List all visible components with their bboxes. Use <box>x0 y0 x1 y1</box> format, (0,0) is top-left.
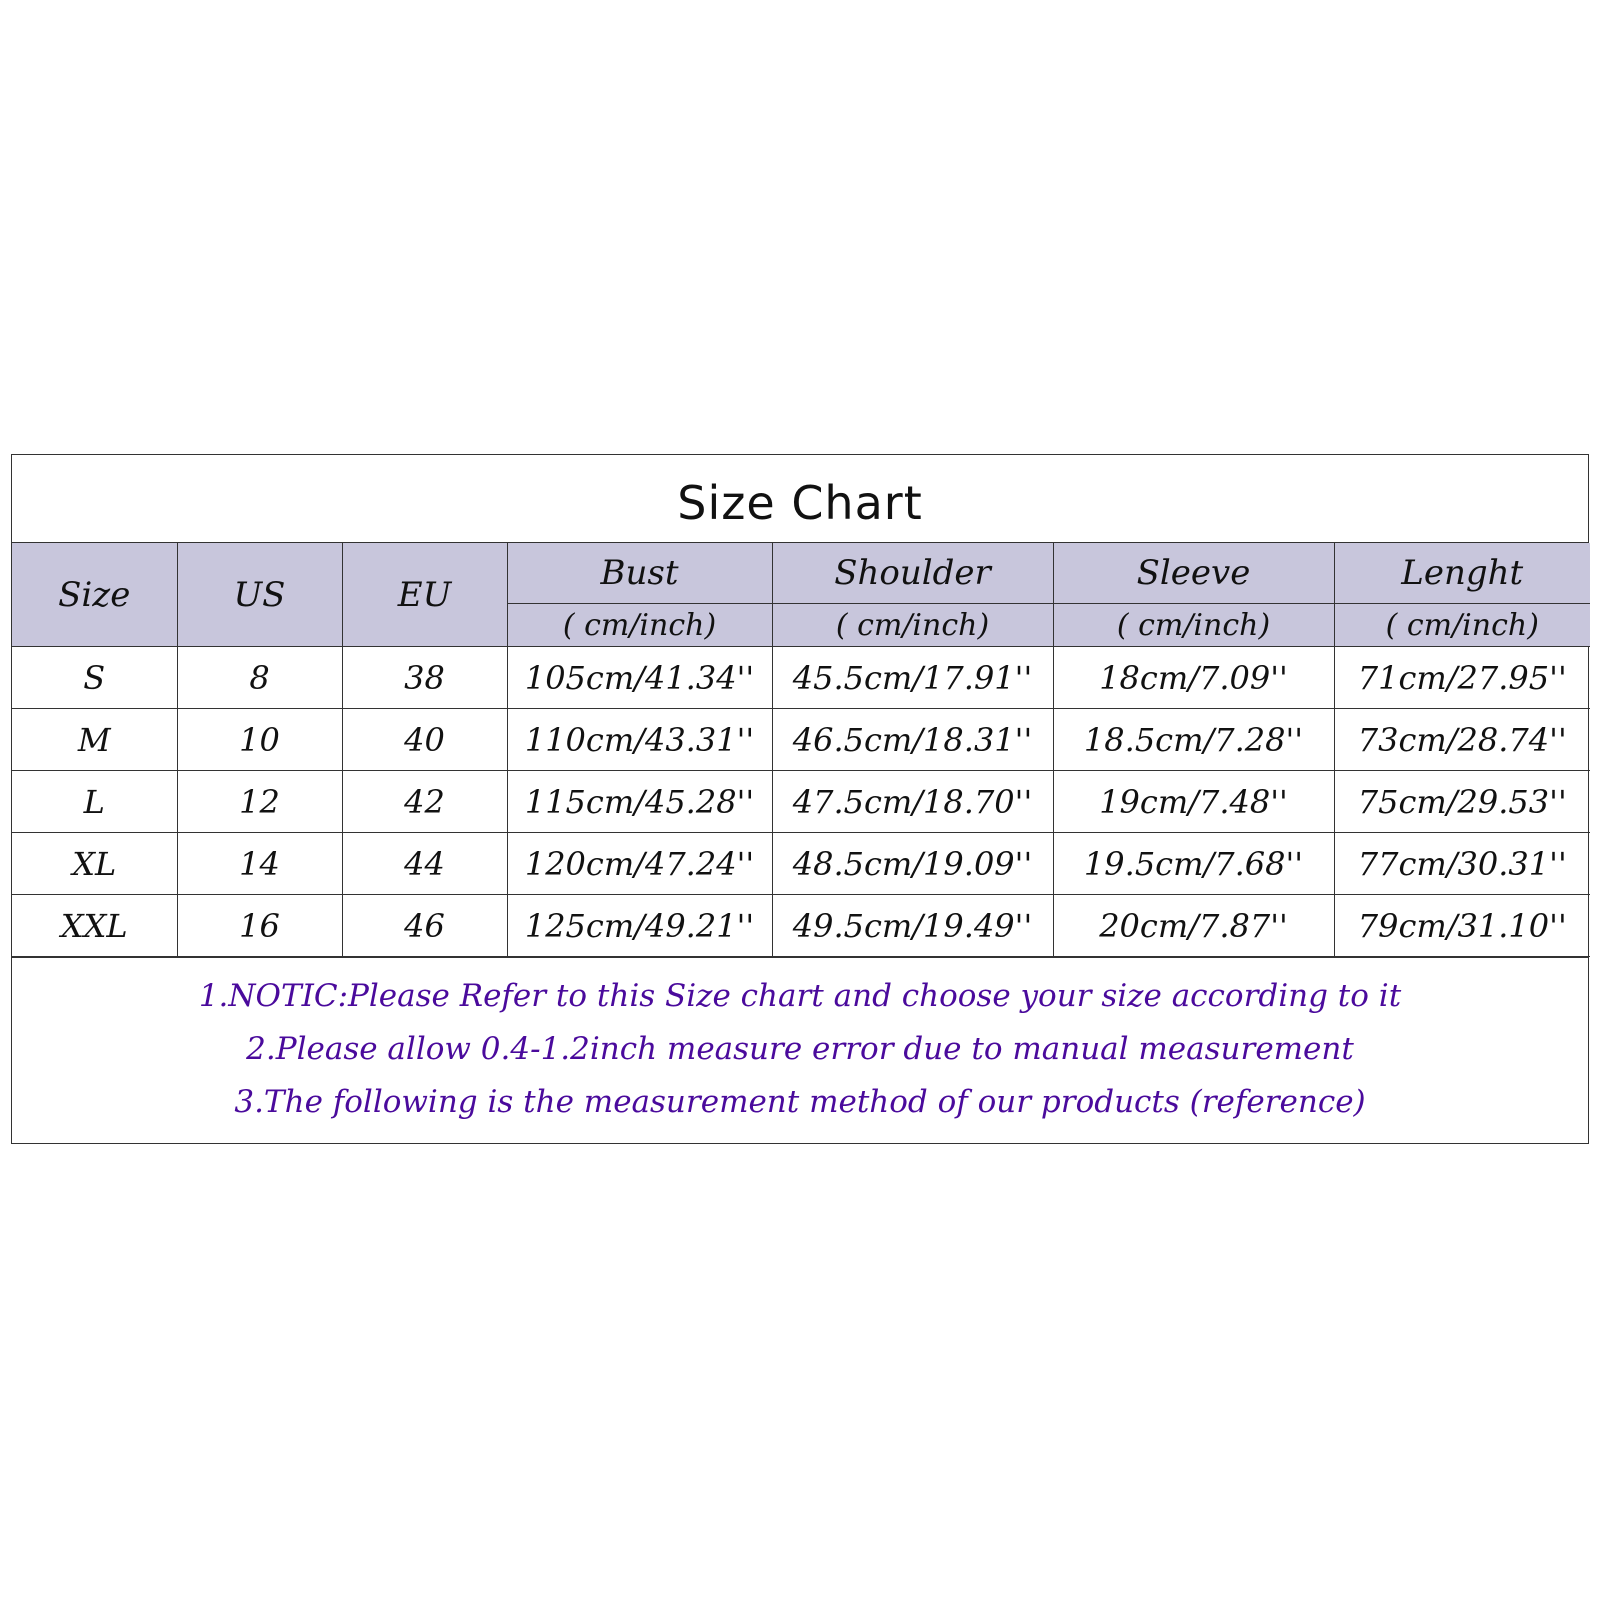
title-row <box>12 455 1588 543</box>
cell-sleeve: 19cm/7.48'' <box>1053 771 1334 833</box>
cell-sleeve: 18cm/7.09'' <box>1053 647 1334 709</box>
cell-length: 77cm/30.31'' <box>1334 833 1590 895</box>
cell-us: 14 <box>177 833 342 895</box>
cell-us: 8 <box>177 647 342 709</box>
cell-shoulder: 48.5cm/19.09'' <box>772 833 1053 895</box>
cell-length: 75cm/29.53'' <box>1334 771 1590 833</box>
cell-shoulder: 46.5cm/18.31'' <box>772 709 1053 771</box>
cell-size: M <box>12 709 177 771</box>
cell-bust: 125cm/49.21'' <box>507 895 772 957</box>
cell-length: 79cm/31.10'' <box>1334 895 1590 957</box>
cell-sleeve: 20cm/7.87'' <box>1053 895 1334 957</box>
cell-length: 71cm/27.95'' <box>1334 647 1590 709</box>
cell-eu: 46 <box>342 895 507 957</box>
cell-size: XXL <box>12 895 177 957</box>
header-bust: Bust <box>507 543 772 604</box>
table-row <box>12 709 1590 771</box>
cell-us: 10 <box>177 709 342 771</box>
cell-eu: 42 <box>342 771 507 833</box>
cell-shoulder: 45.5cm/17.91'' <box>772 647 1053 709</box>
header-shoulder: Shoulder <box>772 543 1053 604</box>
table-row <box>12 771 1590 833</box>
unit-shoulder: ( cm/inch) <box>772 604 1053 647</box>
header-row <box>12 543 1590 604</box>
cell-size: S <box>12 647 177 709</box>
unit-bust: ( cm/inch) <box>507 604 772 647</box>
cell-size: L <box>12 771 177 833</box>
cell-bust: 115cm/45.28'' <box>507 771 772 833</box>
header-length: Lenght <box>1334 543 1590 604</box>
cell-sleeve: 19.5cm/7.68'' <box>1053 833 1334 895</box>
size-table <box>12 543 1590 957</box>
cell-bust: 120cm/47.24'' <box>507 833 772 895</box>
chart-title: Size Chart <box>677 475 923 530</box>
header-us: US <box>177 543 342 647</box>
cell-eu: 40 <box>342 709 507 771</box>
table-row <box>12 833 1590 895</box>
note-3: 3.The following is the measurement method of our products (reference) <box>234 1084 1366 1120</box>
cell-size: XL <box>12 833 177 895</box>
cell-sleeve: 18.5cm/7.28'' <box>1053 709 1334 771</box>
cell-bust: 110cm/43.31'' <box>507 709 772 771</box>
size-chart <box>11 454 1589 1144</box>
cell-eu: 44 <box>342 833 507 895</box>
note-2: 2.Please allow 0.4-1.2inch measure error due to manual measurement <box>246 1031 1354 1067</box>
cell-us: 12 <box>177 771 342 833</box>
note-1: 1.NOTIC:Please Refer to this Size chart and choose your size according to it <box>198 978 1402 1014</box>
header-size: Size <box>12 543 177 647</box>
cell-shoulder: 47.5cm/18.70'' <box>772 771 1053 833</box>
cell-bust: 105cm/41.34'' <box>507 647 772 709</box>
table-row <box>12 895 1590 957</box>
cell-us: 16 <box>177 895 342 957</box>
header-sleeve: Sleeve <box>1053 543 1334 604</box>
notes-section <box>12 957 1588 1129</box>
table-row <box>12 647 1590 709</box>
header-eu: EU <box>342 543 507 647</box>
cell-shoulder: 49.5cm/19.49'' <box>772 895 1053 957</box>
cell-eu: 38 <box>342 647 507 709</box>
unit-sleeve: ( cm/inch) <box>1053 604 1334 647</box>
cell-length: 73cm/28.74'' <box>1334 709 1590 771</box>
unit-length: ( cm/inch) <box>1334 604 1590 647</box>
